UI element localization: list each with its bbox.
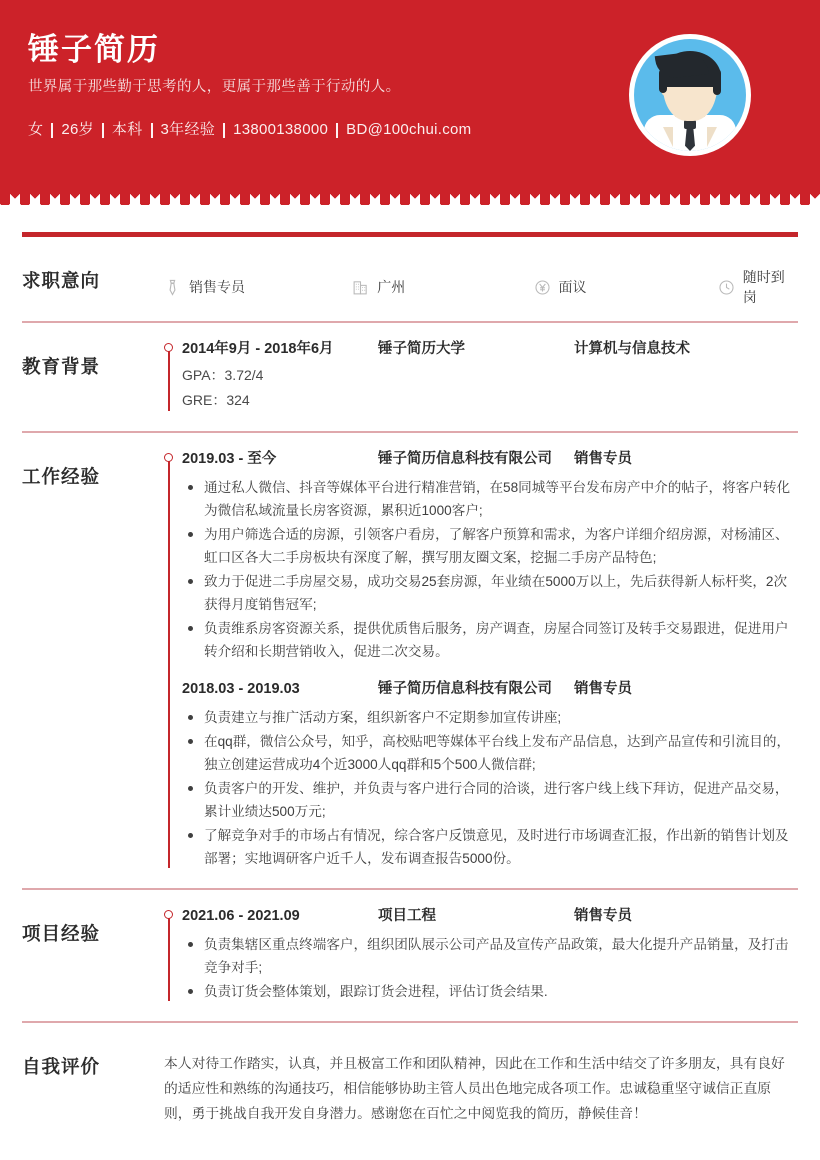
intent-city-label: 广州 [377,279,406,295]
meta-experience: 3年经验 [160,121,216,138]
meta-phone: 13800138000 [233,121,329,138]
section-education [22,323,798,431]
meta-gender: 女 [28,121,44,138]
section-title-self-evaluation: 自我评价 [22,1056,101,1077]
intent-salary-label: 面议 [558,279,587,295]
meta-divider [51,123,53,138]
avatar [629,34,751,156]
section-title-work-experience: 工作经验 [22,466,101,487]
avatar-illustration [634,39,746,151]
work-bullets [182,476,798,663]
section-work-experience [22,433,798,888]
list-item: 通过私人微信、抖音等媒体平台进行精准营销，在58同城等平台发布房产中介的帖子，将客户转化为微信私域流量长房客资源，累积近1000客户; [182,476,798,522]
work-date: 2019.03 - 至今 [182,451,277,467]
work-bullets [182,706,798,870]
meta-divider [223,123,225,138]
project-date: 2021.06 - 2021.09 [182,908,300,924]
resume-body [0,232,820,1140]
list-item: 致力于促进二手房屋交易，成功交易25套房源，年业绩在5000万以上，先后获得新人标杆奖，2次获得月度销售冠军; [182,570,798,616]
building-icon [352,279,369,296]
project-entry [182,906,798,1003]
meta-divider [336,123,338,138]
list-item: 负责建立与推广活动方案，组织新客户不定期参加宣传讲座; [182,706,798,729]
education-major: 计算机与信息技术 [574,341,690,357]
resume-header [0,0,820,205]
project-entry-head [182,906,798,927]
intent-availability [718,267,798,307]
project-bullets [182,933,798,1003]
tie-icon [164,279,181,296]
self-evaluation-text: 本人对待工作踏实，认真，并且极富工作和团队精神，因此在工作和生活中结交了许多朋友，具有良好的适应性和熟练的沟通技巧，相信能够协助主管人员出色地完成各项工作。忠诚稳重坚守诚信正直原则，勇于挑战自我开发自身潜力。感谢您在百忙之中阅览我的简历，静候佳音！ [164,1056,785,1121]
education-entry-head [182,339,798,360]
intent-position-label: 销售专员 [189,279,245,295]
section-title-education: 教育背景 [22,356,101,377]
section-self-evaluation [22,1023,798,1140]
avatar-collar-left [663,127,673,147]
list-item: 负责订货会整体策划，跟踪订货会进程，评估订货会结果. [182,980,798,1003]
work-role: 销售专员 [574,681,632,697]
avatar-collar-right [707,127,717,147]
list-item: 了解竞争对手的市场占有情况，综合客户反馈意见，及时进行市场调查汇报，作出新的销售计划及部署；实地调研客户近千人，发布调查报告5000份。 [182,824,798,870]
meta-degree: 本科 [111,121,143,138]
education-gre: GRE：324 [182,392,250,408]
education-entry [182,339,798,413]
page-title: 锤子简历 [28,32,160,67]
clock-icon [718,279,735,296]
intent-city [352,277,533,297]
avatar-sideburn-left [659,69,667,93]
list-item: 负责集辖区重点终端客户，组织团队展示公司产品及宣传产品政策，最大化提升产品销量，及打击竞争对手; [182,933,798,979]
education-date: 2014年9月 - 2018年6月 [182,341,334,357]
intent-availability-label: 随时到岗 [742,269,785,305]
meta-email: BD@100chui.com [346,121,472,138]
meta-divider [102,123,104,138]
meta-age: 26岁 [61,121,94,138]
section-title-job-intention: 求职意向 [22,270,101,291]
work-date: 2018.03 - 2019.03 [182,681,300,697]
meta-divider [151,123,153,138]
work-role: 销售专员 [574,451,632,467]
list-item: 在qq群，微信公众号，知乎，高校贴吧等媒体平台线上发布产品信息，达到产品宣传和引流目的，独立创建运营成功4个近3000人qq群和5个500人微信群; [182,730,798,776]
job-intention-row [164,253,798,307]
work-entry [182,679,798,870]
intent-position [164,277,352,297]
yen-icon [534,279,551,296]
header-motto: 世界属于那些勤于思考的人，更属于那些善于行动的人。 [28,79,401,95]
work-company: 锤子简历信息科技有限公司 [378,681,552,697]
intent-salary [534,277,718,297]
section-project-experience [22,890,798,1021]
section-title-project-experience: 项目经验 [22,923,101,944]
list-item: 负责维系房客资源关系，提供优质售后服务，房产调查，房屋合同签订及转手交易跟进，促进用户转介绍和长期营销收入，促进二次交易。 [182,617,798,663]
work-timeline [164,449,798,870]
education-timeline [164,339,798,413]
education-gpa: GPA：3.72/4 [182,367,264,383]
project-timeline [164,906,798,1003]
work-entry [182,449,798,663]
project-name: 项目工程 [378,908,436,924]
list-item: 负责客户的开发、维护，并负责与客户进行合同的洽谈，进行客户线上线下拜访，促进产品交易，累计业绩达500万元; [182,777,798,823]
project-role: 销售专员 [574,908,632,924]
work-entry-head [182,679,798,700]
section-job-intention [22,237,798,321]
list-item: 为用户筛选合适的房源，引领客户看房，了解客户预算和需求，为客户详细介绍房源，对杨浦区、虹口区各大二手房板块有深度了解，撰写朋友圈文案，挖掘二手房产品特色; [182,523,798,569]
header-zigzag-edge [0,193,820,205]
work-entry-head [182,449,798,470]
education-school: 锤子简历大学 [378,341,465,357]
work-company: 锤子简历信息科技有限公司 [378,451,552,467]
avatar-sideburn-right [713,69,721,95]
